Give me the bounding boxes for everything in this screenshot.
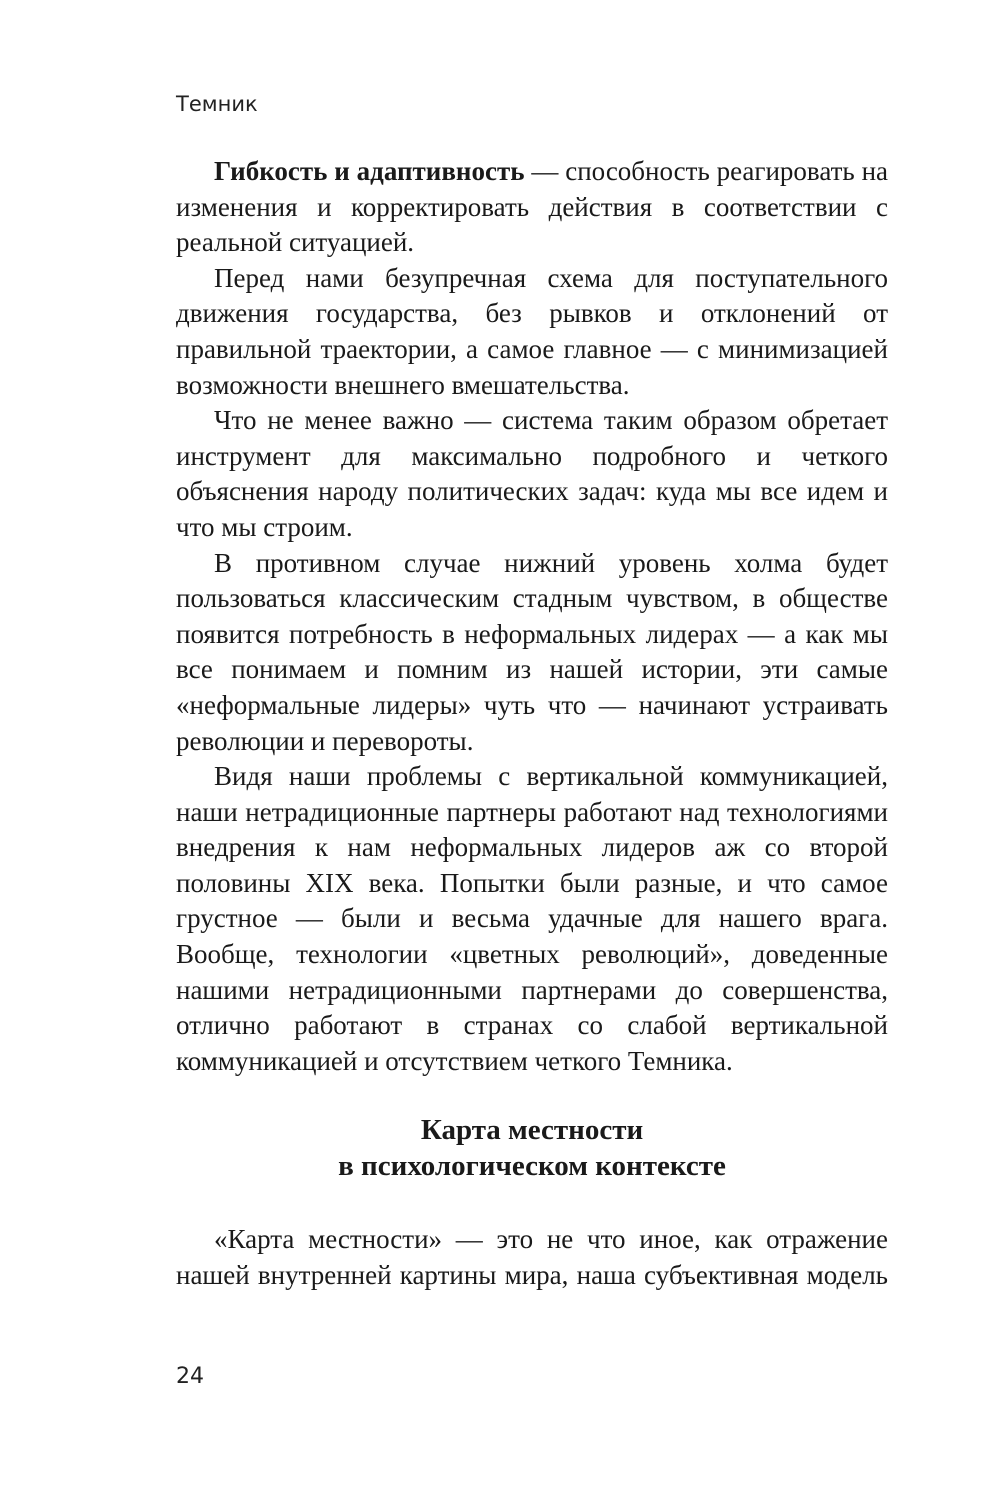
section-heading-line-1: Карта местности — [420, 1114, 644, 1146]
paragraph-5: Видя наши проблемы с вертикальной коммуникацией, наши нетрадиционные партнеры работают над технологиями внедрения к нам неформальных лидеров аж со второй половины XIX века. Попытки были разные, и что самое грустное — были и весьма удачные для нашего врага. Вообще, технологии «цветных революций», доведенные нашими нетрадиционными партнерами до совершенства, отлично работают в странах со слабой вертикальной коммуникацией и отсутствием четкого Темника. — [176, 761, 888, 1076]
section-paragraph: «Карта местности» — это не что иное, как отражение нашей внутренней картины мира, наша субъективная модель — [176, 1224, 888, 1290]
section-heading-line-2: в психологическом контексте — [338, 1150, 726, 1182]
paragraph-1-text: — способность реагировать на изменения и корректировать действия в соответствии с реальной ситуацией. — [176, 156, 888, 258]
paragraph-2: Перед нами безупречная схема для поступательного движения государства, без рывков и отклонений от правильной траектории, а самое главное — с минимизацией возможности внешнего вмешательства. — [176, 262, 888, 400]
paragraph-1-bold-lead: Гибкость и адаптивность — [214, 156, 525, 186]
paragraph-4: В противном случае нижний уровень холма будет пользоваться классическим стадным чувством, в обществе появится потребность в неформальных лидерах — а как мы все понимаем и помним из нашей истории, эти самые «неформальные лидеры» чуть что — начинают устраивать революции и перевороты. — [176, 547, 888, 756]
page-number: 24 — [176, 1364, 204, 1389]
paragraph-1 — [176, 154, 888, 261]
running-head: Темник — [176, 92, 258, 116]
paragraph-3: Что не менее важно — система таким образом обретает инструмент для максимально подробного и четкого объяснения народу политических задач: куда мы все идем и что мы строим. — [176, 405, 888, 542]
section-heading — [176, 1112, 888, 1184]
body-text — [176, 154, 888, 1079]
